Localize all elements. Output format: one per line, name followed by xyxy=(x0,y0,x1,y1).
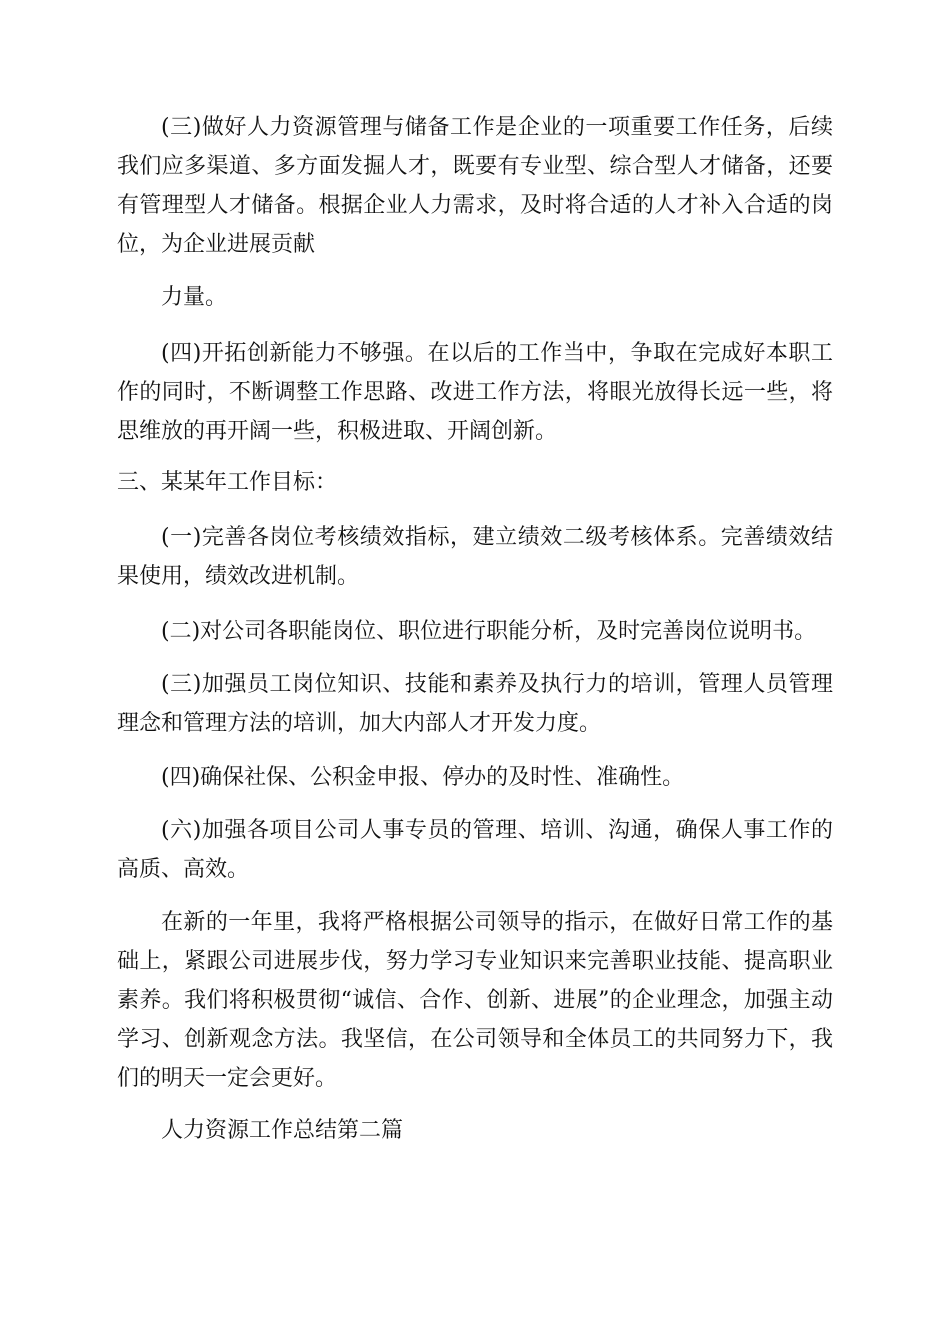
second-article-title: 人力资源工作总结第二篇 xyxy=(161,1118,404,1143)
goal-item-6: (六)加强各项目公司人事专员的管理、培训、沟通，确保人事工作的高质、高效。 xyxy=(117,818,833,882)
goal-item-1: (一)完善各岗位考核绩效指标，建立绩效二级考核体系。完善绩效结果使用，绩效改进机制。 xyxy=(117,525,833,589)
paragraph-new-year: 在新的一年里，我将严格根据公司领导的指示，在做好日常工作的基础上，紧跟公司进展步伐，努力学习专业知识来完善职业技能、提高职业素养。我们将积极贯彻“诚信、合作、创新、进展”的企业理念，加强主动学习、创新观念方法。我坚信，在公司领导和全体员工的共同努力下，我们的明天一定会更好。 xyxy=(117,910,833,1091)
paragraph-talent-reserve: (三)做好人力资源管理与储备工作是企业的一项重要工作任务，后续我们应多渠道、多方面发掘人才，既要有专业型、综合型人才储备，还要有管理型人才储备。根据企业人力需求，及时将合适的人才补入合适的岗位，为企业进展贡献 xyxy=(117,115,833,257)
section-heading-goals: 三、某某年工作目标： xyxy=(117,470,338,495)
paragraph-innovation: (四)开拓创新能力不够强。在以后的工作当中，争取在完成好本职工作的同时，不断调整工作思路、改进工作方法，将眼光放得长远一些，将思维放的再开阔一些，积极进取、开阔创新。 xyxy=(117,341,833,444)
goal-item-4: (四)确保社保、公积金申报、停办的及时性、准确性。 xyxy=(161,765,685,790)
goal-item-3: (三)加强员工岗位知识、技能和素养及执行力的培训，管理人员管理理念和管理方法的培训，加大内部人才开发力度。 xyxy=(117,672,833,736)
paragraph-continuation: 力量。 xyxy=(161,285,228,310)
goal-item-2: (二)对公司各职能岗位、职位进行职能分析，及时完善岗位说明书。 xyxy=(161,619,817,644)
